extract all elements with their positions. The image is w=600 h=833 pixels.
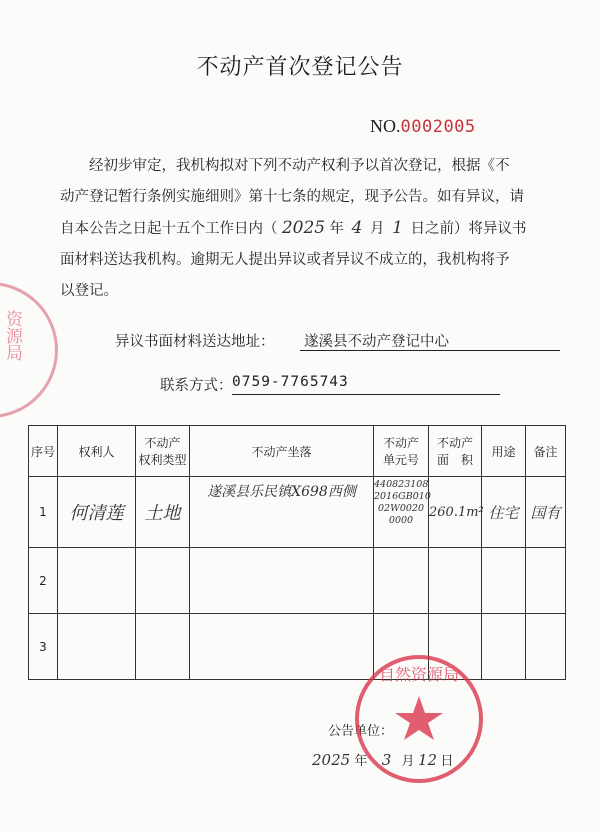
handwritten-day: 1 (392, 218, 403, 238)
handwritten-month: 4 (351, 218, 363, 238)
header-note: 备注 (526, 426, 566, 477)
address-label: 异议书面材料送达地址： (115, 334, 275, 350)
handwritten-year: 2025 (281, 218, 326, 238)
page-title: 不动产首次登记公告 (196, 55, 404, 80)
body-line-2: 动产登记暂行条例实施细则》第十七条的规定，现予公告。如有异议，请 (60, 189, 524, 205)
body-line-5: 以登记。 (60, 283, 118, 299)
header-seq: 序号 (29, 426, 58, 477)
table-row (29, 548, 566, 614)
table-header-row (29, 426, 566, 477)
date-year: 2025 (312, 751, 351, 769)
date-day: 12 (417, 751, 438, 769)
cell-seq: 1 (29, 477, 58, 548)
cell-empty (136, 548, 190, 614)
header-holder: 权利人 (58, 426, 136, 477)
cell-empty (429, 548, 482, 614)
notice-body (60, 151, 560, 307)
header-right-type: 不动产 权利类型 (136, 426, 190, 477)
cell-seq: 3 (29, 614, 58, 680)
contact-value: 0759-7765743 (232, 374, 500, 395)
table-row (29, 477, 566, 548)
cell-empty (58, 614, 136, 680)
cell-location: 遂溪县乐民镇X698西侧 (190, 477, 374, 548)
header-area: 不动产 面 积 (429, 426, 482, 477)
cell-use: 住宅 (482, 477, 526, 548)
cell-unit-no: 440823108 2016GB010 02W0020 0000 (374, 477, 429, 548)
body-line-3: 自本公告之日起十五个工作日内（ 2025 年 4 月 1 日之前）将异议书 (60, 213, 560, 245)
cell-note: 国有 (526, 477, 566, 548)
seal-star-icon (395, 696, 443, 740)
cell-seq: 2 (29, 548, 58, 614)
publisher-label: 公告单位： (328, 724, 394, 739)
cell-empty (190, 614, 374, 680)
cell-empty (482, 614, 526, 680)
cell-empty (526, 614, 566, 680)
notice-number-prefix: NO. (370, 116, 401, 136)
cell-empty (136, 614, 190, 680)
cell-empty (58, 548, 136, 614)
contact-label: 联系方式： (160, 378, 233, 394)
header-unit-no: 不动产 单元号 (374, 426, 429, 477)
date-month: 3 (381, 751, 392, 769)
header-location: 不动产坐落 (190, 426, 374, 477)
publish-date: 2025 年 3 月 12 日 (312, 751, 454, 769)
header-use: 用途 (482, 426, 526, 477)
svg-text:自然资源局: 自然资源局 (378, 665, 460, 684)
cell-empty (190, 548, 374, 614)
address-value: 遂溪县不动产登记中心 (300, 330, 560, 351)
cell-empty (526, 548, 566, 614)
registration-table (28, 425, 566, 680)
cell-holder: 何清莲 (58, 477, 136, 548)
partial-seal-left-text: 资源局 (2, 310, 22, 361)
body-line-1: 经初步审定，我机构拟对下列不动产权利予以首次登记，根据《不 (89, 158, 510, 174)
body-line-4: 面材料送达我机构。逾期无人提出异议或者异议不成立的，我机构将予 (60, 252, 510, 268)
notice-number-value: 0002005 (400, 117, 476, 137)
notice-number (370, 116, 476, 137)
cell-empty (374, 548, 429, 614)
cell-area: 260.1m² (429, 477, 482, 548)
official-seal-icon (352, 652, 486, 786)
cell-empty (482, 548, 526, 614)
cell-right-type: 土地 (136, 477, 190, 548)
